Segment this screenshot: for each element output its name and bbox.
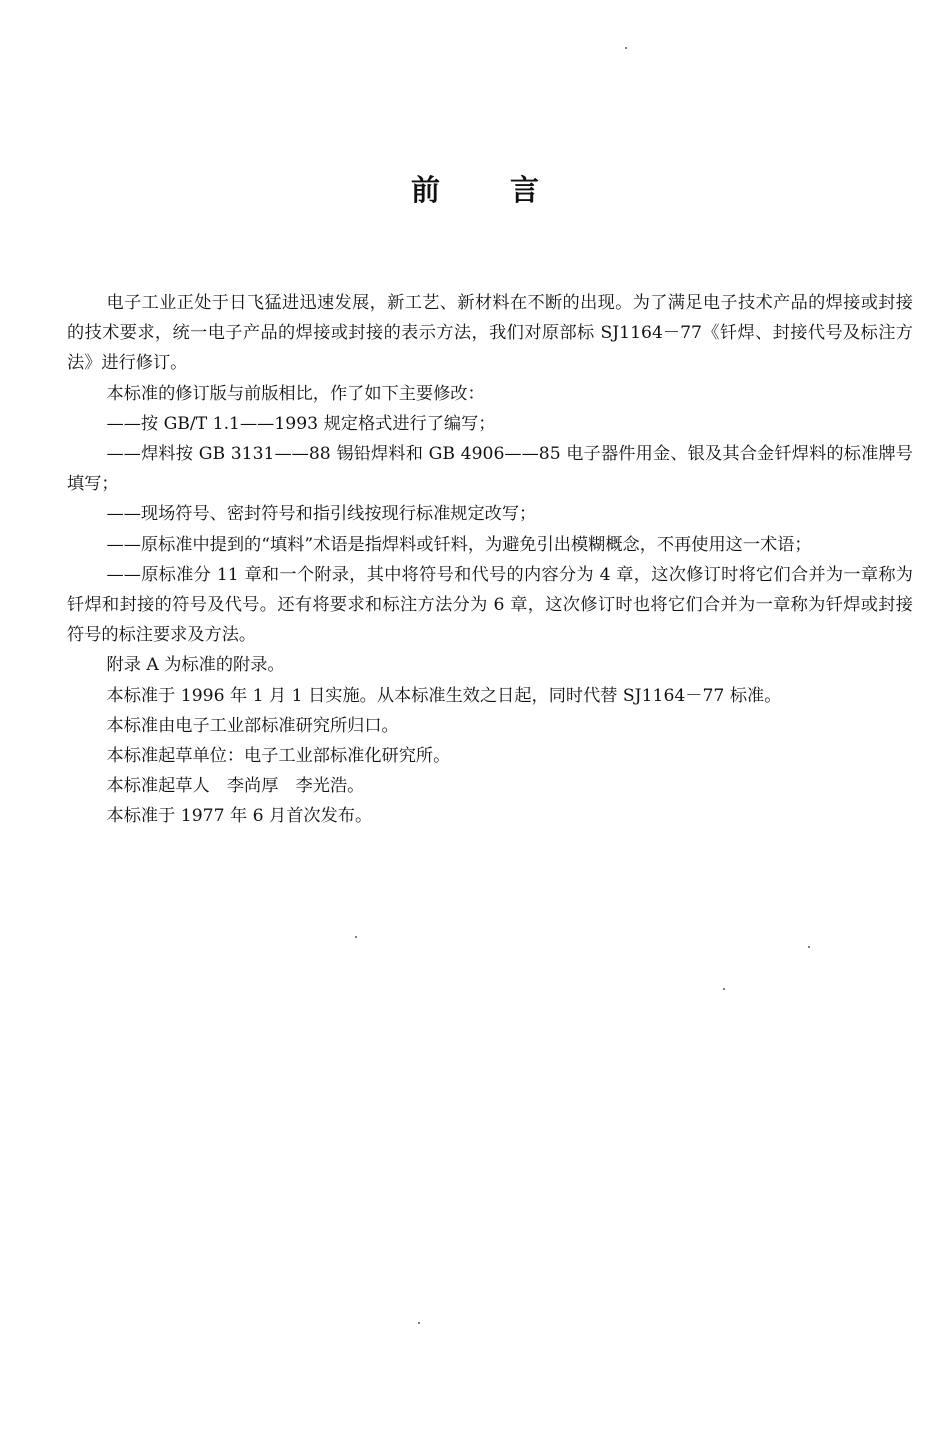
paragraph-change-solder: ——焊料按 GB 3131——88 锡铅焊料和 GB 4906——85 电子器件用金、银及其合金钎焊料的标准牌号填写；: [67, 444, 913, 495]
paragraph-change-chapters: ——原标准分 11 章和一个附录，其中将符号和代号的内容分为 4 章，这次修订时将它们合并为一章称为钎焊和封接的符号及代号。还有将要求和标注方法分为 6 章，这次修订时也将它们合并为一章称为钎焊或封接符号的标注要求及方法。: [67, 564, 913, 646]
scan-speck: [418, 1322, 420, 1324]
paragraph-intro: 电子工业正处于日飞猛进迅速发展，新工艺、新材料在不断的出现。为了满足电子技术产品的焊接或封接的技术要求，统一电子产品的焊接或封接的表示方法，我们对原部标 SJ1164－77《钎焊、封接代号及标注方法》进行修订。: [67, 293, 913, 374]
page-title: 前言: [410, 173, 609, 207]
paragraph-changes-lead: 本标准的修订版与前版相比，作了如下主要修改：: [106, 383, 485, 404]
scan-speck: [723, 988, 725, 990]
paragraph-appendix: 附录 A 为标准的附录。: [106, 655, 285, 676]
paragraph-first-issue: 本标准于 1977 年 6 月首次发布。: [106, 806, 373, 827]
paragraph-change-format: ——按 GB/T 1.1——1993 规定格式进行了编写；: [106, 413, 496, 434]
paragraph-drafters: 本标准起草人 李尚厚 李光浩。: [106, 776, 365, 797]
scan-speck: [808, 946, 810, 948]
paragraph-change-filler: ——原标准中提到的“填料”术语是指焊料或钎料，为避免引出模糊概念，不再使用这一术语；: [106, 534, 812, 555]
paragraph-change-symbols: ——现场符号、密封符号和指引线按现行标准规定改写；: [106, 504, 537, 525]
scan-speck: [355, 936, 357, 938]
scan-speck: [625, 47, 627, 49]
paragraph-responsible-unit: 本标准由电子工业部标准研究所归口。: [106, 715, 399, 736]
document-body: [67, 288, 913, 832]
paragraph-drafting-unit: 本标准起草单位：电子工业部标准化研究所。: [106, 746, 451, 767]
paragraph-effective-date: 本标准于 1996 年 1 月 1 日实施。从本标准生效之日起，同时代替 SJ1164－77 标准。: [106, 685, 782, 706]
